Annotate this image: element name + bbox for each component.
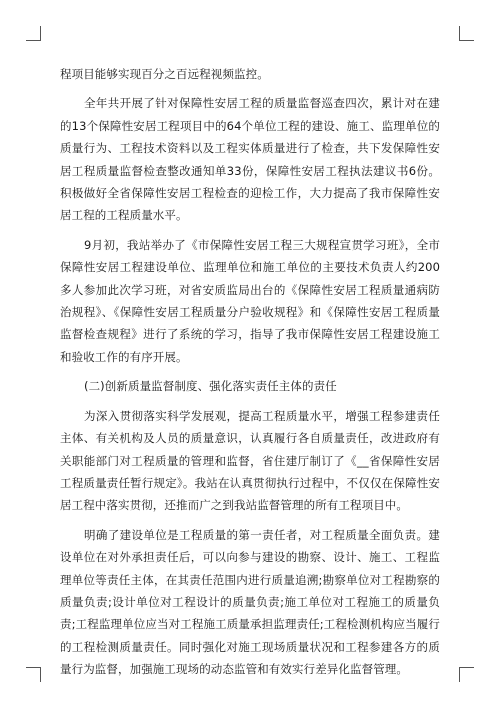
paragraph-training-class: 9月初，我站举办了《市保障性安居工程三大规程宣贯学习班》，全市保障性安居工程建设单位、监理单位和施工单位的主要技术负责人约200多人参加此次学习班，对省安质监局出台的《保障性安居工程质量通病防治规程》、《保障性安居工程质量分户验收规程》和《保障性安居工程质量监督检查规程》进行了系统的学习，指导了我市保障性安居工程建设施工和验收工作的有序开展。	[60, 237, 440, 364]
crop-mark-top-right	[459, 26, 474, 41]
paragraph-construction-unit-responsibility: 明确了建设单位是工程质量的第一责任者，对工程质量全面负责。建设单位在对外承担责任后，可以向参与建设的勘察、设计、施工、工程监理单位等责任主体，在其责任范围内进行质量追溯;勘察单位对工程勘察的质量负责;设计单位对工程设计的质量负责;施工单位对工程施工的质量负责;工程监理单位应当对工程施工质量承担监理责任;工程检测机构应当履行的工程检测质量责任。同时强化对施工现场质量状况和工程参建各方的质量行为监督，加强施工现场的动态监管和有效实行差异化监督管理。	[60, 527, 440, 677]
paragraph-continuation: 程项目能够实现百分之百远程视频监控。	[60, 67, 269, 81]
crop-mark-top-left	[26, 26, 41, 41]
section-heading: (二)创新质量监督制度、强化落实责任主体的责任	[84, 379, 337, 394]
crop-mark-bottom-left	[26, 667, 41, 682]
paragraph-responsibility-rules: 为深入贯彻落实科学发展观，提高工程质量水平，增强工程参建责任主体、有关机构及人员的质量意识，认真履行各自质量责任，改进政府有关职能部门对工程质量的管理和监督，省住建厅制订了《__省保障性安居工程质量责任暂行规定》。我站在认真贯彻执行过程中，不仅仅在保障性安居工程中落实贯彻，还推而广之到我站监督管理的所有工程项目中。	[60, 408, 440, 513]
crop-mark-bottom-right	[459, 667, 474, 682]
paragraph-inspection-summary: 全年共开展了针对保障性安居工程的质量监督巡查四次，累计对在建的13个保障性安居工程项目中的64个单位工程的建设、施工、监理单位的质量行为、工程技术资料以及工程实体质量进行了检查，共下发保障性安居工程质量监督检查整改通知单33份，保障性安居工程执法建议书6份。积极做好全省保障性安居工程检查的迎检工作，大力提高了我市保障性安居工程的工程质量水平。	[60, 96, 440, 223]
document-body	[60, 63, 440, 688]
